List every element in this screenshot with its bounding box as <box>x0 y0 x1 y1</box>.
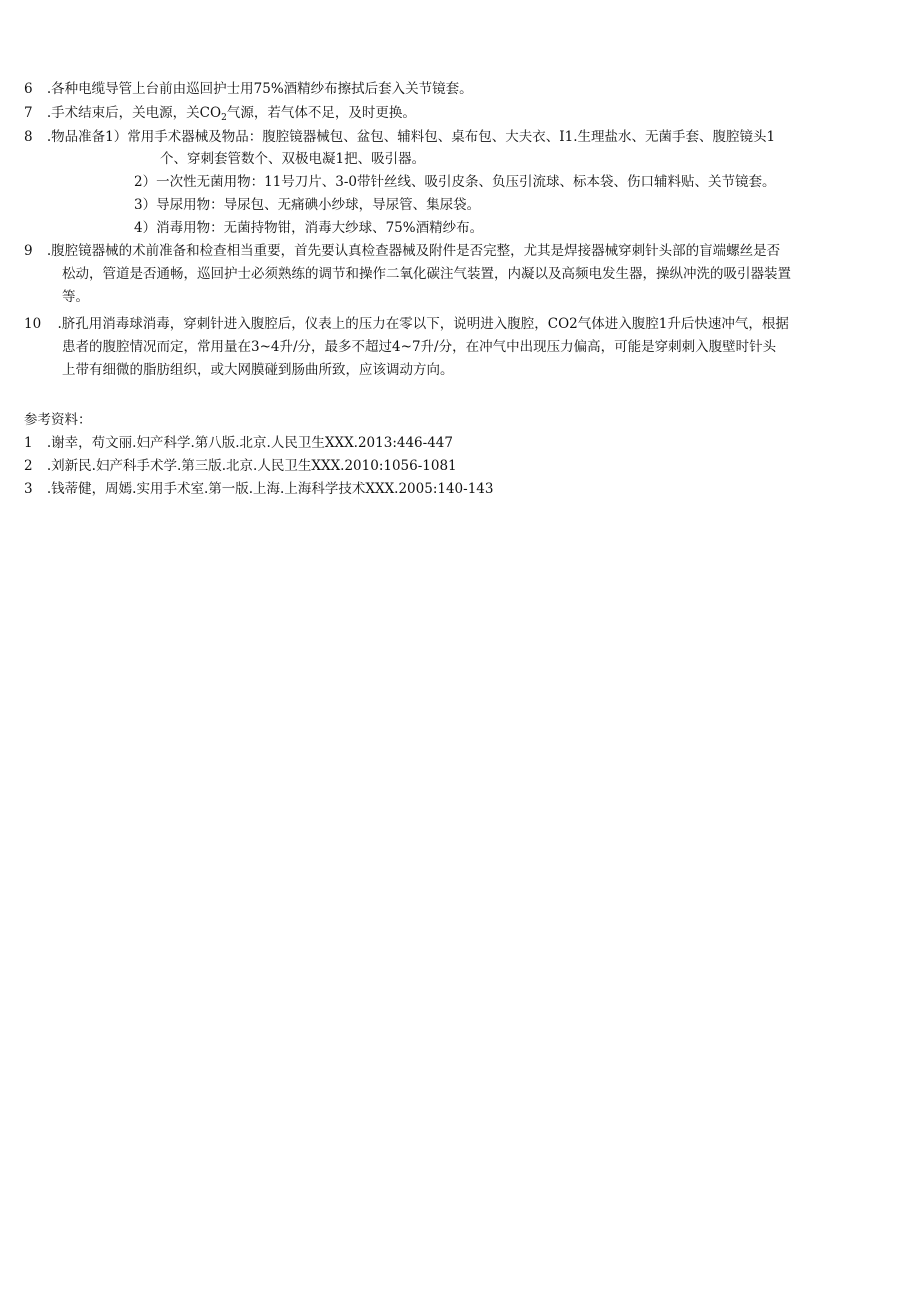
reference-item <box>24 434 453 454</box>
item-text: .腹腔镜器械的术前准备和检查相当重要，首先要认真检查器械及附件是否完整，尤其是焊接器械穿刺针头部的盲端螺丝是否 <box>46 243 781 259</box>
item-subitem: 4）消毒用物：无菌持物钳，消毒大纱球、75%酒精纱布。 <box>134 220 484 236</box>
item-number: 7 <box>24 105 33 121</box>
item-text-continuation: 患者的腹腔情况而定，常用量在3~4升/分，最多不超过4~7升/分，在冲气中出现压力偏高，可能是穿刺刺入腹壁时针头 <box>62 339 777 355</box>
reference-text: .谢幸，苟文丽.妇产科学.第八版.北京.人民卫生XXX.2013:446-447 <box>46 435 453 451</box>
list-item-6 <box>24 80 473 100</box>
item-text-continuation: 个、穿刺套管数个、双极电凝1把、吸引器。 <box>160 151 426 167</box>
item-subitem: 2）一次性无菌用物：11号刀片、3-0带针丝线、吸引皮条、负压引流球、标本袋、伤口辅料贴、关节镜套。 <box>134 174 776 190</box>
list-item-8 <box>24 128 775 148</box>
item-text: .脐孔用消毒球消毒，穿刺针进入腹腔后，仪表上的压力在零以下，说明进入腹腔，CO2气体进入腹腔1升后快速冲气，根据 <box>57 316 789 332</box>
reference-number: 2 <box>24 458 33 474</box>
item-subitem: 3）导尿用物：导尿包、无痛碘小纱球，导尿管、集尿袋。 <box>134 197 481 213</box>
item-text: .物品准备1）常用手术器械及物品：腹腔镜器械包、盆包、辅料包、桌布包、大夫衣、I1.生理盐水、无菌手套、腹腔镜头1 <box>46 129 776 145</box>
reference-item <box>24 480 493 500</box>
reference-item <box>24 457 457 477</box>
item-text: .手术结束后，关电源，关$CO_2$气源，若气体不足，及时更换。 <box>46 105 416 123</box>
list-item-10 <box>24 315 789 335</box>
item-text-continuation: 上带有细微的脂肪组织，或大网膜碰到肠曲所致，应该调动方向。 <box>62 362 454 378</box>
item-number: 9 <box>24 243 33 259</box>
list-item-7 <box>24 104 416 124</box>
item-text-continuation: 等。 <box>62 289 89 305</box>
item-number: 10 <box>24 316 42 332</box>
references-heading: 参考资料： <box>24 412 92 428</box>
item-text-continuation: 松动，管道是否通畅，巡回护士必须熟练的调节和操作二氧化碳注气装置，内凝以及高频电发生器，操纵冲洗的吸引器装置 <box>62 266 791 282</box>
reference-text: .刘新民.妇产科手术学.第三版.北京.人民卫生XXX.2010:1056-1081 <box>46 458 457 474</box>
reference-number: 3 <box>24 481 33 497</box>
item-number: 6 <box>24 81 33 97</box>
reference-number: 1 <box>24 435 33 451</box>
item-number: 8 <box>24 129 33 145</box>
list-item-9 <box>24 242 780 262</box>
reference-text: .钱蒂健，周嫣.实用手术室.第一版.上海.上海科学技术XXX.2005:140-143 <box>46 481 494 497</box>
item-text: .各种电缆导管上台前由巡回护士用75%酒精纱布擦拭后套入关节镜套。 <box>46 81 473 97</box>
